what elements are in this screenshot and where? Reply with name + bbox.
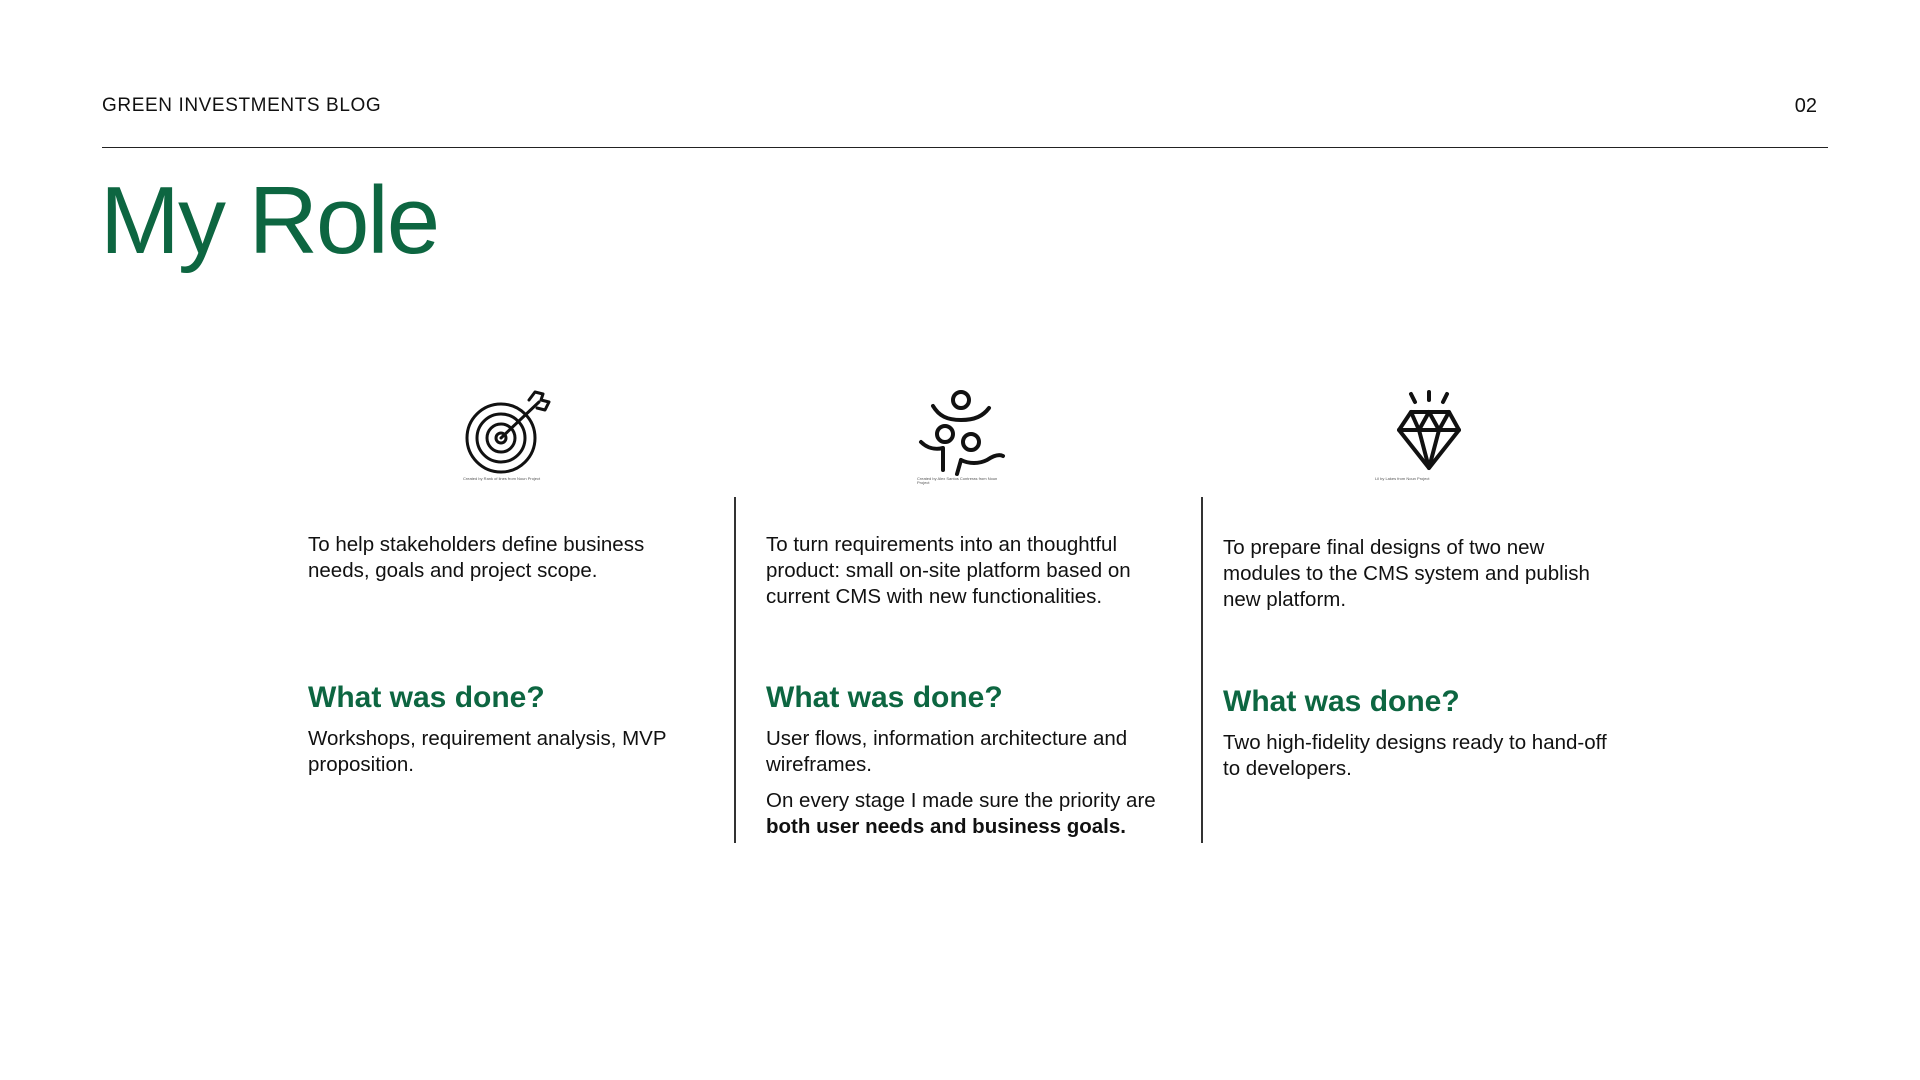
role-2-priority-note — [766, 788, 1166, 840]
role-2-priority-text: On every stage I made sure the priority are — [766, 789, 1156, 812]
header-divider — [102, 147, 1828, 148]
diamond-icon-caption: Lil by Lakes from Noun Project — [1375, 476, 1430, 481]
target-icon — [463, 390, 553, 480]
diamond-icon — [1375, 390, 1465, 480]
people-icon-caption: Created by Alex Santos Contreras from Noun Project — [917, 476, 998, 486]
diamond-icon-block — [1375, 390, 1475, 500]
people-icon-block — [917, 390, 1017, 500]
column-divider-1 — [734, 497, 736, 843]
role-3-intro: To prepare final designs of two new modules to the CMS system and publish new platform. — [1223, 536, 1590, 611]
target-icon-block — [463, 390, 563, 500]
role-2-done: User flows, information architecture and wireframes. — [766, 727, 1128, 776]
page-number: 02 — [1794, 95, 1817, 117]
role-1-intro: To help stakeholders define business needs, goals and project scope. — [308, 533, 645, 582]
page-title: My Role — [100, 167, 439, 274]
role-2-priority-emphasis: both user needs and business goals. — [766, 815, 1126, 838]
role-3-done: Two high-fidelity designs ready to hand-off to developers. — [1223, 731, 1607, 780]
column-divider-2 — [1201, 497, 1203, 843]
role-2-intro: To turn requirements into an thoughtful product: small on-site platform based on current CMS with new functionalities. — [766, 533, 1131, 608]
role-3-heading: What was done? — [1223, 685, 1460, 718]
people-celebrating-icon — [917, 390, 1007, 480]
role-1-done: Workshops, requirement analysis, MVP proposition. — [308, 727, 667, 776]
target-icon-caption: Created by Rank of lines from Noun Project — [463, 476, 541, 481]
header-label: GREEN INVESTMENTS BLOG — [102, 95, 382, 116]
role-1-heading: What was done? — [308, 681, 545, 714]
role-2-heading: What was done? — [766, 681, 1003, 714]
